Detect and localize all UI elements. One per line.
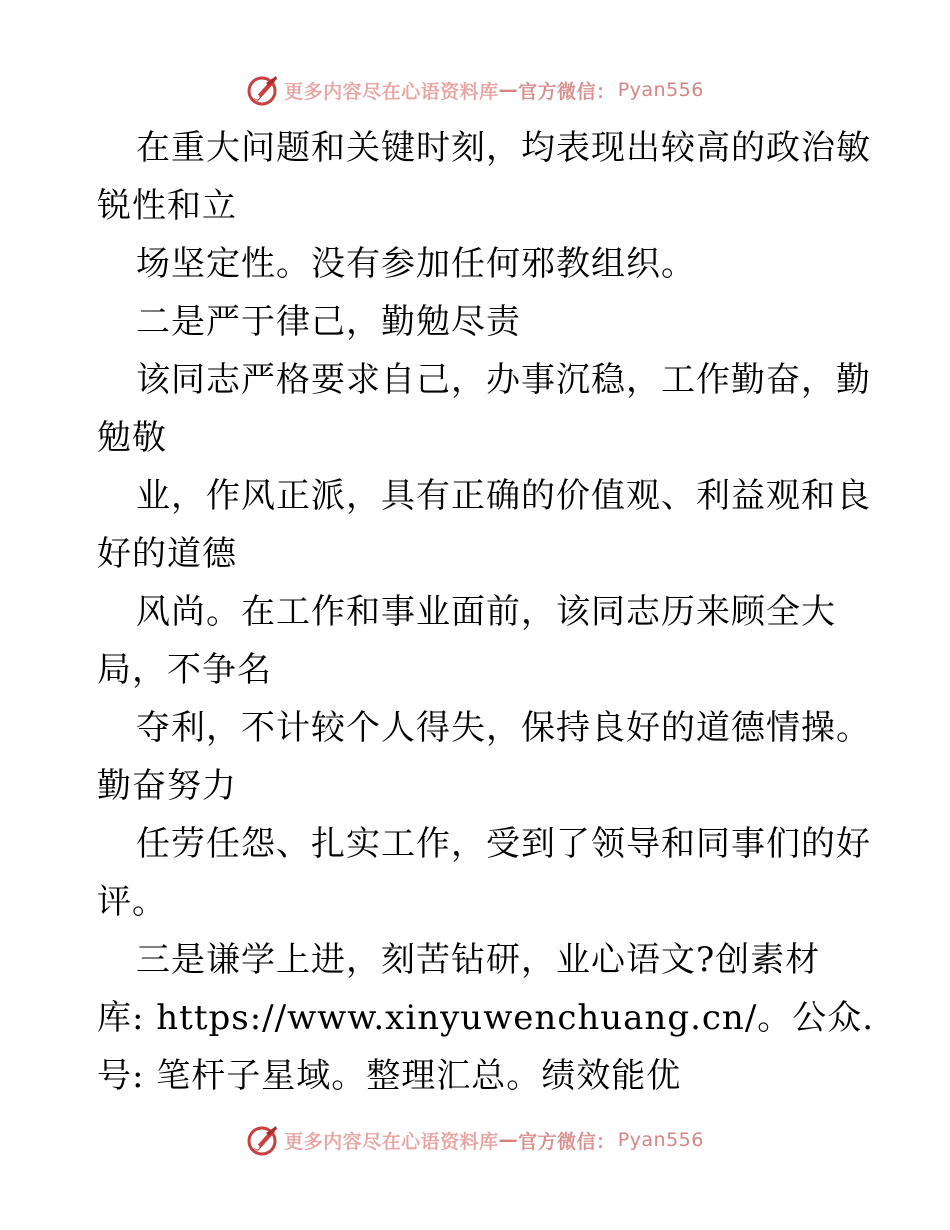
banner-main-text: 更多内容尽在心语资料库 [284,1130,499,1153]
banner-dash: — [498,1129,519,1151]
banner-main-text: 更多内容尽在心语资料库 [284,80,499,103]
banner-wechat-id: Pyan556 [617,1129,704,1151]
quill-pen-logo-icon [246,1123,280,1157]
banner-wechat-id: Pyan556 [617,79,704,101]
text-line: 库: https://www.xinyuwenchuang.cn/。公众. [97,998,875,1038]
text-line: 锐性和立 [97,186,237,226]
quill-pen-logo-icon [246,73,280,107]
banner-official-label: 官方微信： [518,80,616,103]
text-line: 在重大问题和关键时刻，均表现出较高的政治敏 [136,128,871,168]
text-line: 夺利，不计较个人得失，保持良好的道德情操。 [136,708,871,748]
text-line: 任劳任怨、扎实工作，受到了领导和同事们的好 [136,824,871,864]
banner-dash: — [498,79,519,101]
footer-banner [0,1120,950,1160]
section-heading: 三是谦学上进，刻苦钻研，业心语文?创素材 [136,940,821,980]
text-line: 风尚。在工作和事业面前，该同志历来顾全大 [136,592,836,632]
text-line: 该同志严格要求自己，办事沉稳，工作勤奋，勤 [136,360,871,400]
text-line: 勉敬 [97,418,167,458]
text-line: 评。 [97,882,167,922]
banner-official-label: 官方微信： [518,1130,616,1153]
text-line: 号: 笔杆子星域。整理汇总。绩效能优 [97,1056,682,1096]
text-line: 局，不争名 [97,650,272,690]
header-banner-top [0,70,950,110]
text-line: 好的道德 [97,534,237,574]
text-line: 业，作风正派，具有正确的价值观、利益观和良 [136,476,871,516]
text-line: 场坚定性。没有参加任何邪教组织。 [136,244,696,284]
text-line: 勤奋努力 [97,766,237,806]
section-heading: 二是严于律己，勤勉尽责 [136,302,521,342]
